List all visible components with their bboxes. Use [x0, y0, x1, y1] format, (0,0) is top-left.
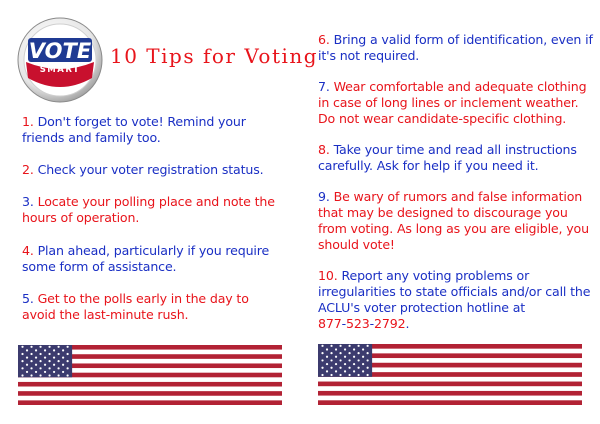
flag-star [21, 346, 23, 348]
tip-text: Check your voter registration status. [37, 162, 264, 177]
flag-star [357, 359, 359, 361]
flag-star [48, 360, 50, 362]
tip-text: Locate your polling place and note the [37, 194, 275, 209]
flag-star [367, 367, 369, 369]
vote-smart-badge [16, 16, 104, 104]
flag-star [62, 349, 64, 351]
flag-star [67, 367, 69, 369]
tip-3 [22, 194, 275, 226]
phone-part: - [341, 316, 346, 331]
flag-star [44, 349, 46, 351]
flag-star [339, 352, 341, 354]
phone-part: - [369, 316, 374, 331]
flag-star [62, 364, 64, 366]
flag-star [30, 346, 32, 348]
flag-star [48, 374, 50, 376]
tip-number: 1. [22, 114, 34, 129]
flag-star [357, 367, 359, 369]
tip-number: 10. [318, 268, 338, 283]
flag-star [48, 367, 50, 369]
page-title: 10 Tips for Voting [110, 44, 319, 68]
flag-star [353, 348, 355, 350]
flag-star [30, 367, 32, 369]
flag-stripe [318, 400, 582, 405]
flag-star [39, 353, 41, 355]
flag-star [35, 371, 37, 373]
hotline-phone [318, 316, 409, 331]
flag-star [48, 346, 50, 348]
flag-star [39, 346, 41, 348]
flag-stripe [318, 391, 582, 396]
flag-star [48, 353, 50, 355]
flag-star [326, 348, 328, 350]
flag-star [21, 367, 23, 369]
flag-star [353, 370, 355, 372]
flag-stripe [18, 377, 282, 382]
flag-star [57, 353, 59, 355]
tip-text: some form of assistance. [22, 259, 177, 274]
flag-star [39, 367, 41, 369]
tip-6 [318, 32, 593, 64]
flag-stripe [18, 391, 282, 396]
flag-star [357, 374, 359, 376]
flag-star [326, 356, 328, 358]
flag-stripe [18, 400, 282, 405]
flag-star [21, 374, 23, 376]
flag-star [362, 348, 364, 350]
flag-star [26, 349, 28, 351]
flag-star [367, 374, 369, 376]
flag-star [344, 348, 346, 350]
tip-text: Report any voting problems or [341, 268, 530, 283]
tip-5 [22, 291, 249, 323]
tip-text: Take your time and read all instructions [333, 142, 577, 157]
flag-star [321, 374, 323, 376]
flag-star [67, 360, 69, 362]
flag-star [344, 363, 346, 365]
phone-part: 877 [318, 316, 342, 331]
flag-star [321, 352, 323, 354]
tip-number: 8. [318, 142, 330, 157]
tip-9 [318, 189, 589, 253]
flag-star [348, 367, 350, 369]
flag-star [335, 370, 337, 372]
tip-number: 3. [22, 194, 34, 209]
flag-star [339, 374, 341, 376]
flag-star [26, 371, 28, 373]
flag-star [35, 356, 37, 358]
flag-star [362, 363, 364, 365]
tip-text: Don't forget to vote! Remind your [37, 114, 246, 129]
flag-star [339, 359, 341, 361]
flag-star [321, 359, 323, 361]
flag-star [353, 363, 355, 365]
tip-number: 7. [318, 79, 330, 94]
tip-10 [318, 268, 590, 332]
flag-star [321, 345, 323, 347]
flag-star [344, 370, 346, 372]
flag-star [53, 349, 55, 351]
phone-part: . [405, 316, 410, 331]
flag-star [348, 359, 350, 361]
flag-star [362, 370, 364, 372]
flag-star [339, 345, 341, 347]
tip-text: it's not required. [318, 48, 420, 63]
tip-number: 9. [318, 189, 330, 204]
flag-star [321, 367, 323, 369]
us-flag-right [318, 344, 582, 405]
flag-star [330, 352, 332, 354]
flag-star [335, 348, 337, 350]
flag-star [67, 374, 69, 376]
flag-stripe [318, 382, 582, 387]
flag-star [367, 352, 369, 354]
flag-star [62, 356, 64, 358]
tip-text: Wear comfortable and adequate clothing [333, 79, 587, 94]
flag-star [57, 360, 59, 362]
tip-number: 4. [22, 243, 34, 258]
flag-star [21, 353, 23, 355]
tip-number: 2. [22, 162, 34, 177]
flag-star [44, 371, 46, 373]
tip-text: avoid the last-minute rush. [22, 307, 189, 322]
flag-star [330, 374, 332, 376]
tip-text: should vote! [318, 237, 395, 252]
flag-star [57, 346, 59, 348]
tip-number: 6. [318, 32, 330, 47]
flag-star [35, 364, 37, 366]
tip-text: Bring a valid form of identification, even if [333, 32, 593, 47]
flag-star [348, 345, 350, 347]
flag-star [367, 359, 369, 361]
flag-star [348, 352, 350, 354]
flag-star [362, 356, 364, 358]
tip-text: from voting. As long as you are eligible, you [318, 221, 589, 236]
flag-star [53, 371, 55, 373]
flag-star [44, 364, 46, 366]
flag-star [357, 352, 359, 354]
flag-stripe [18, 396, 282, 401]
flag-star [53, 364, 55, 366]
flag-star [67, 353, 69, 355]
flag-star [67, 346, 69, 348]
flag-star [30, 360, 32, 362]
tip-text: in case of long lines or inclement weather. [318, 95, 579, 110]
tip-7 [318, 79, 586, 127]
phone-part: 2792 [374, 316, 406, 331]
flag-star [330, 359, 332, 361]
flag-star [348, 374, 350, 376]
flag-stripe [318, 386, 582, 391]
flag-star [53, 356, 55, 358]
flag-star [326, 363, 328, 365]
flag-star [339, 367, 341, 369]
flag-star [344, 356, 346, 358]
tip-text: friends and family too. [22, 130, 161, 145]
badge-smart-text: SMART [39, 65, 81, 75]
flag-star [30, 374, 32, 376]
tip-text: Be wary of rumors and false information [333, 189, 583, 204]
flag-star [335, 356, 337, 358]
flag-star [35, 349, 37, 351]
tip-1 [22, 114, 246, 146]
tip-text: irregularities to state officials and/or call the [318, 284, 591, 299]
flag-star [39, 360, 41, 362]
flag-star [367, 345, 369, 347]
phone-part: 523 [346, 316, 370, 331]
flag-star [357, 345, 359, 347]
tip-text: hours of operation. [22, 210, 140, 225]
flag-star [62, 371, 64, 373]
flag-star [335, 363, 337, 365]
tip-text: Get to the polls early in the day to [37, 291, 249, 306]
tip-text: that may be designed to discourage you [318, 205, 568, 220]
tip-number: 5. [22, 291, 34, 306]
flag-star [26, 364, 28, 366]
tip-2 [22, 162, 263, 178]
tip-text: Do not wear candidate-specific clothing. [318, 111, 567, 126]
flag-star [326, 370, 328, 372]
flag-star [330, 345, 332, 347]
flag-star [30, 353, 32, 355]
us-flag-left [18, 345, 282, 405]
flag-star [57, 374, 59, 376]
flag-star [39, 374, 41, 376]
flag-star [21, 360, 23, 362]
flag-stripe [18, 382, 282, 387]
tip-text: carefully. Ask for help if you need it. [318, 158, 539, 173]
flag-star [57, 367, 59, 369]
flag-star [330, 367, 332, 369]
flag-stripe [318, 396, 582, 401]
tip-4 [22, 243, 269, 275]
flag-star [353, 356, 355, 358]
flag-stripe [318, 377, 582, 382]
flag-star [44, 356, 46, 358]
tip-8 [318, 142, 577, 174]
flag-stripe [18, 387, 282, 392]
tip-text: ACLU's voter protection hotline at [318, 300, 526, 315]
badge-vote-text: VOTE [28, 39, 92, 63]
tip-text: Plan ahead, particularly if you require [37, 243, 270, 258]
flag-star [26, 356, 28, 358]
